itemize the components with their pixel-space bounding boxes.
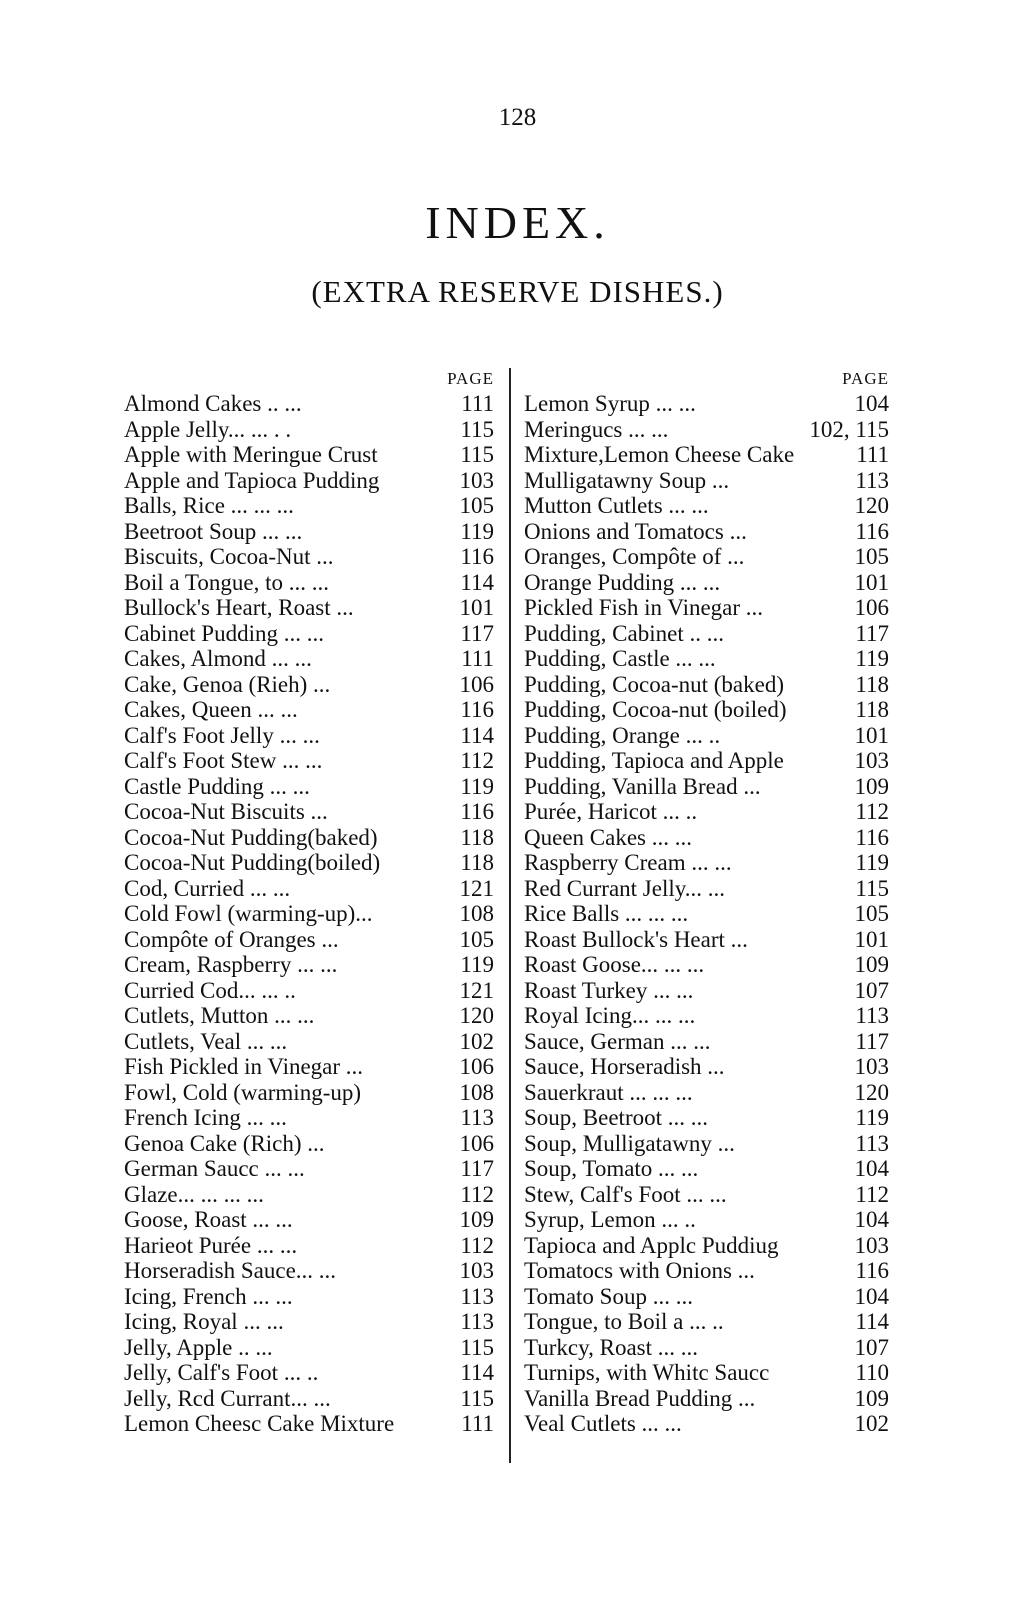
entry-label: Genoa Cake (Rich) ... <box>124 1130 325 1156</box>
entry-page-number: 121 <box>459 875 494 901</box>
entry-page-number: 114 <box>460 722 494 748</box>
index-entry <box>124 1309 494 1335</box>
entry-label: Pudding, Orange ... .. <box>524 722 721 748</box>
entry-page-number: 110 <box>855 1360 889 1385</box>
index-entry <box>124 621 494 647</box>
entry-page-number: 119 <box>460 518 494 544</box>
index-entry <box>124 1029 494 1055</box>
entry-label: Queen Cakes ... ... <box>524 824 692 850</box>
index-entry <box>524 1131 889 1157</box>
index-entry <box>524 799 889 825</box>
entry-label: Cake, Genoa (Rieh) ... <box>124 671 331 697</box>
entry-label: Pudding, Tapioca and Apple <box>524 748 784 773</box>
entry-page-number: 106 <box>459 671 494 697</box>
entry-page-number: 120 <box>854 493 889 518</box>
index-entry <box>124 1003 494 1029</box>
index-entry <box>524 595 889 621</box>
entry-label: Jelly, Apple .. ... <box>124 1334 273 1360</box>
entry-page-number: 111 <box>461 1411 494 1436</box>
entry-page-number: 119 <box>855 646 889 671</box>
entry-page-number: 109 <box>459 1207 494 1232</box>
index-entry <box>524 1029 889 1055</box>
entry-label: Stew, Calf's Foot ... ... <box>524 1181 727 1207</box>
entry-page-number: 116 <box>855 824 889 850</box>
index-entry <box>124 519 494 545</box>
index-entry <box>524 825 889 851</box>
entry-page-number: 106 <box>459 1130 494 1156</box>
entry-label: Jelly, Rcd Currant... ... <box>124 1385 331 1411</box>
entry-label: Lemon Cheesc Cake Mixture <box>124 1411 395 1436</box>
entry-label: Oranges, Compôte of ... <box>524 544 745 569</box>
entry-page-number: 105 <box>459 926 494 952</box>
entry-label: Goose, Roast ... ... <box>124 1207 293 1232</box>
index-entry <box>524 1003 889 1029</box>
entry-label: Mixture,Lemon Cheese Cake <box>524 442 795 467</box>
entry-label: Cocoa-Nut Pudding(boiled) <box>124 850 381 875</box>
index-entry <box>124 850 494 876</box>
entry-label: Veal Cutlets ... ... <box>524 1411 682 1436</box>
entry-label: German Saucc ... ... <box>124 1156 305 1181</box>
entry-page-number: 111 <box>461 646 494 671</box>
index-entry <box>124 1386 494 1412</box>
entry-label: Pudding, Cabinet .. ... <box>524 620 724 646</box>
index-entry <box>524 442 889 468</box>
entry-page-number: 114 <box>460 1360 494 1385</box>
entry-page-number: 117 <box>855 1028 889 1054</box>
index-entry <box>524 748 889 774</box>
entry-page-number: 117 <box>460 1156 494 1181</box>
index-entry <box>524 672 889 698</box>
entry-label: Horseradish Sauce... ... <box>124 1258 337 1283</box>
entry-label: Syrup, Lemon ... .. <box>524 1207 696 1232</box>
entry-page-number: 118 <box>460 850 494 875</box>
index-entry <box>124 595 494 621</box>
entry-page-number: 104 <box>854 1207 889 1232</box>
index-entry <box>524 1233 889 1259</box>
index-entry <box>124 1131 494 1157</box>
entry-page-number: 118 <box>460 824 494 850</box>
entry-label: Cod, Curried ... ... <box>124 875 291 901</box>
entry-page-number: 113 <box>855 467 889 493</box>
entry-page-number: 121 <box>459 977 494 1003</box>
entry-page-number: 116 <box>855 518 889 544</box>
entry-label: Pudding, Cocoa-nut (boiled) <box>524 697 787 722</box>
entry-label: Turnips, with Whitc Saucc <box>524 1360 770 1385</box>
index-entry <box>524 901 889 927</box>
column-divider <box>509 368 511 1463</box>
entry-label: Jelly, Calf's Foot ... .. <box>124 1360 319 1385</box>
entry-page-number: 108 <box>459 1079 494 1105</box>
index-entry <box>124 1233 494 1259</box>
entry-page-number: 118 <box>855 671 889 697</box>
entry-page-number: 115 <box>855 875 889 901</box>
entry-label: Tongue, to Boil a ... .. <box>524 1309 724 1334</box>
entry-label: Pudding, Vanilla Bread ... <box>524 773 761 799</box>
index-entry <box>524 850 889 876</box>
entry-page-number: 104 <box>854 1156 889 1181</box>
index-column-left <box>124 366 494 1437</box>
index-entry <box>124 952 494 978</box>
entry-label: Balls, Rice ... ... ... <box>124 493 294 518</box>
entry-page-number: 101 <box>854 569 889 595</box>
entry-page-number: 101 <box>854 926 889 952</box>
entry-page-number: 117 <box>855 620 889 646</box>
entry-label: Mutton Cutlets ... ... <box>524 493 709 518</box>
entry-page-number: 113 <box>855 1003 889 1028</box>
entry-page-number: 116 <box>460 544 494 569</box>
entry-page-number: 112 <box>460 748 494 773</box>
index-entry <box>524 697 889 723</box>
index-entry <box>524 1054 889 1080</box>
index-entry <box>524 1258 889 1284</box>
entry-label: Beetroot Soup ... ... <box>124 518 303 544</box>
entry-page-number: 111 <box>856 442 889 467</box>
index-entry <box>524 621 889 647</box>
entry-page-number: 109 <box>854 1385 889 1411</box>
index-entry <box>124 697 494 723</box>
index-entry <box>524 1386 889 1412</box>
entry-page-number: 114 <box>460 569 494 595</box>
entry-page-number: 106 <box>854 595 889 620</box>
index-entry <box>124 1105 494 1131</box>
entry-label: Sauce, Horseradish ... <box>524 1054 725 1079</box>
index-entry <box>124 927 494 953</box>
index-entry <box>524 723 889 749</box>
entry-label: Fish Pickled in Vinegar ... <box>124 1054 364 1079</box>
entry-page-number: 116 <box>460 799 494 824</box>
entry-page-number: 115 <box>460 442 494 467</box>
entry-label: Pudding, Castle ... ... <box>524 646 716 671</box>
entry-page-number: 113 <box>460 1309 494 1334</box>
entry-page-number: 108 <box>459 901 494 926</box>
entry-label: Sauce, German ... ... <box>524 1028 711 1054</box>
entry-page-number: 119 <box>460 952 494 977</box>
entry-page-number: 114 <box>855 1309 889 1334</box>
index-entry <box>524 1080 889 1106</box>
entry-label: Compôte of Oranges ... <box>124 926 339 952</box>
entry-label: Cold Fowl (warming-up)... <box>124 901 373 926</box>
index-entry <box>524 978 889 1004</box>
entry-label: Turkcy, Roast ... ... <box>524 1334 699 1360</box>
entry-label: Tomatocs with Onions ... <box>524 1258 755 1283</box>
entry-label: Raspberry Cream ... ... <box>524 850 732 875</box>
entry-label: Vanilla Bread Pudding ... <box>524 1385 756 1411</box>
entry-page-number: 105 <box>459 493 494 518</box>
index-entry <box>124 876 494 902</box>
entry-label: Meringucs ... ... <box>524 416 669 442</box>
entry-page-number: 120 <box>854 1079 889 1105</box>
index-entry <box>124 799 494 825</box>
page-subtitle: (EXTRA RESERVE DISHES.) <box>311 274 724 309</box>
entry-label: Soup, Mulligatawny ... <box>524 1130 735 1156</box>
index-entry <box>124 774 494 800</box>
entry-page-number: 103 <box>854 1054 889 1079</box>
index-entry <box>124 1054 494 1080</box>
entry-page-number: 113 <box>460 1105 494 1130</box>
index-entry <box>124 825 494 851</box>
index-entry <box>524 544 889 570</box>
entry-page-number: 101 <box>854 722 889 748</box>
entry-page-number: 102 <box>854 1411 889 1436</box>
entry-label: Glaze... ... ... ... <box>124 1181 264 1207</box>
entry-page-number: 115 <box>460 1334 494 1360</box>
entry-label: Cutlets, Veal ... ... <box>124 1028 288 1054</box>
entry-page-number: 107 <box>854 977 889 1003</box>
index-entry <box>524 1284 889 1310</box>
entry-label: Cocoa-Nut Biscuits ... <box>124 799 328 824</box>
entry-page-number: 103 <box>854 1232 889 1258</box>
entry-label: Onions and Tomatocs ... <box>524 518 747 544</box>
entry-label: Soup, Beetroot ... ... <box>524 1105 708 1130</box>
entry-page-number: 101 <box>459 595 494 620</box>
entry-page-number: 104 <box>854 1283 889 1309</box>
index-entry <box>124 978 494 1004</box>
entry-label: Calf's Foot Jelly ... ... <box>124 722 320 748</box>
entry-label: Cocoa-Nut Pudding(baked) <box>124 824 378 850</box>
entry-label: Boil a Tongue, to ... ... <box>124 569 329 595</box>
index-entry <box>124 1080 494 1106</box>
index-entry <box>524 1105 889 1131</box>
entry-page-number: 112 <box>460 1232 494 1258</box>
entry-page-number: 116 <box>460 697 494 722</box>
entry-label: Apple Jelly... ... . . <box>124 416 292 442</box>
index-entry <box>524 774 889 800</box>
entry-page-number: 103 <box>854 748 889 773</box>
entry-label: Red Currant Jelly... ... <box>524 875 726 901</box>
index-entry <box>524 570 889 596</box>
entry-label: Icing, Royal ... ... <box>124 1309 284 1334</box>
index-entry <box>524 1156 889 1182</box>
entry-page-number: 107 <box>854 1334 889 1360</box>
entry-page-number: 112 <box>855 1181 889 1207</box>
index-entry <box>124 672 494 698</box>
index-entry <box>124 1182 494 1208</box>
index-entry <box>124 417 494 443</box>
index-entry <box>124 1360 494 1386</box>
entry-label: Almond Cakes .. ... <box>124 391 302 416</box>
index-entry <box>124 1207 494 1233</box>
entry-label: Pickled Fish in Vinegar ... <box>524 595 764 620</box>
entry-label: Roast Turkey ... ... <box>524 977 694 1003</box>
entry-label: French Icing ... ... <box>124 1105 287 1130</box>
entry-page-number: 115 <box>460 1385 494 1411</box>
entry-label: Pudding, Cocoa-nut (baked) <box>524 671 784 697</box>
entry-label: Sauerkraut ... ... ... <box>524 1079 693 1105</box>
entry-label: Bullock's Heart, Roast ... <box>124 595 354 620</box>
entry-page-number: 112 <box>855 799 889 824</box>
entry-page-number: 117 <box>460 620 494 646</box>
entry-label: Rice Balls ... ... ... <box>524 901 689 926</box>
entry-page-number: 102, 115 <box>809 416 889 442</box>
entry-label: Royal Icing... ... ... <box>524 1003 696 1028</box>
index-entry-list <box>124 391 494 1437</box>
entry-label: Mulligatawny Soup ... <box>524 467 730 493</box>
index-entry <box>124 570 494 596</box>
index-entry <box>524 391 889 417</box>
entry-page-number: 119 <box>460 773 494 799</box>
index-entry <box>124 442 494 468</box>
entry-label: Icing, French ... ... <box>124 1283 293 1309</box>
index-entry <box>124 723 494 749</box>
index-entry <box>124 1335 494 1361</box>
index-entry <box>124 493 494 519</box>
page-title: INDEX. <box>425 197 610 248</box>
entry-page-number: 118 <box>855 697 889 722</box>
entry-page-number: 111 <box>461 391 494 416</box>
entry-page-number: 115 <box>460 416 494 442</box>
entry-page-number: 105 <box>854 544 889 569</box>
index-entry <box>524 1360 889 1386</box>
index-entry <box>524 519 889 545</box>
index-entry <box>124 391 494 417</box>
entry-label: Castle Pudding ... ... <box>124 773 310 799</box>
entry-label: Fowl, Cold (warming-up) <box>124 1079 362 1105</box>
entry-page-number: 105 <box>854 901 889 926</box>
index-entry <box>124 748 494 774</box>
entry-page-number: 113 <box>855 1130 889 1156</box>
entry-label: Biscuits, Cocoa-Nut ... <box>124 544 334 569</box>
entry-label: Calf's Foot Stew ... ... <box>124 748 323 773</box>
entry-label: Cakes, Almond ... ... <box>124 646 312 671</box>
entry-page-number: 113 <box>460 1283 494 1309</box>
index-column-right <box>524 366 889 1437</box>
index-entry <box>524 927 889 953</box>
index-entry <box>524 417 889 443</box>
index-entry <box>124 1411 494 1437</box>
entry-page-number: 112 <box>460 1181 494 1207</box>
index-entry <box>124 1258 494 1284</box>
entry-page-number: 103 <box>459 467 494 493</box>
entry-page-number: 119 <box>855 850 889 875</box>
entry-label: Tomato Soup ... ... <box>524 1283 693 1309</box>
page-number: 128 <box>498 104 537 131</box>
index-entry <box>124 1156 494 1182</box>
entry-label: Cream, Raspberry ... ... <box>124 952 338 977</box>
entry-page-number: 104 <box>854 391 889 416</box>
page-column-header: PAGE <box>842 369 889 388</box>
index-entry <box>524 1335 889 1361</box>
entry-label: Apple and Tapioca Pudding <box>124 467 380 493</box>
index-entry <box>524 1182 889 1208</box>
entry-page-number: 120 <box>459 1003 494 1028</box>
page-column-header: PAGE <box>447 369 494 388</box>
index-entry <box>524 468 889 494</box>
entry-page-number: 106 <box>459 1054 494 1079</box>
entry-page-number: 102 <box>459 1028 494 1054</box>
index-entry <box>124 646 494 672</box>
entry-page-number: 119 <box>855 1105 889 1130</box>
entry-page-number: 109 <box>854 952 889 977</box>
entry-page-number: 109 <box>854 773 889 799</box>
entry-label: Roast Bullock's Heart ... <box>524 926 748 952</box>
index-entry <box>524 1411 889 1437</box>
index-entry <box>524 1207 889 1233</box>
entry-label: Cutlets, Mutton ... ... <box>124 1003 315 1028</box>
entry-label: Orange Pudding ... ... <box>524 569 721 595</box>
index-entry-list <box>524 391 889 1437</box>
entry-label: Cabinet Pudding ... ... <box>124 620 324 646</box>
index-entry <box>124 901 494 927</box>
index-entry <box>524 493 889 519</box>
index-entry <box>524 646 889 672</box>
entry-page-number: 103 <box>459 1258 494 1283</box>
entry-label: Tapioca and Applc Puddiug <box>524 1232 779 1258</box>
index-entry <box>524 952 889 978</box>
entry-label: Harieot Purée ... ... <box>124 1232 298 1258</box>
index-entry <box>124 468 494 494</box>
index-entry <box>524 876 889 902</box>
entry-label: Lemon Syrup ... ... <box>524 391 696 416</box>
entry-label: Purée, Haricot ... .. <box>524 799 698 824</box>
entry-label: Roast Goose... ... ... <box>524 952 705 977</box>
entry-label: Cakes, Queen ... ... <box>124 697 298 722</box>
index-entry <box>124 1284 494 1310</box>
entry-label: Apple with Meringue Crust <box>124 442 378 467</box>
entry-label: Curried Cod... ... .. <box>124 977 296 1003</box>
entry-page-number: 116 <box>855 1258 889 1283</box>
entry-label: Soup, Tomato ... ... <box>524 1156 699 1181</box>
index-entry <box>524 1309 889 1335</box>
index-entry <box>124 544 494 570</box>
